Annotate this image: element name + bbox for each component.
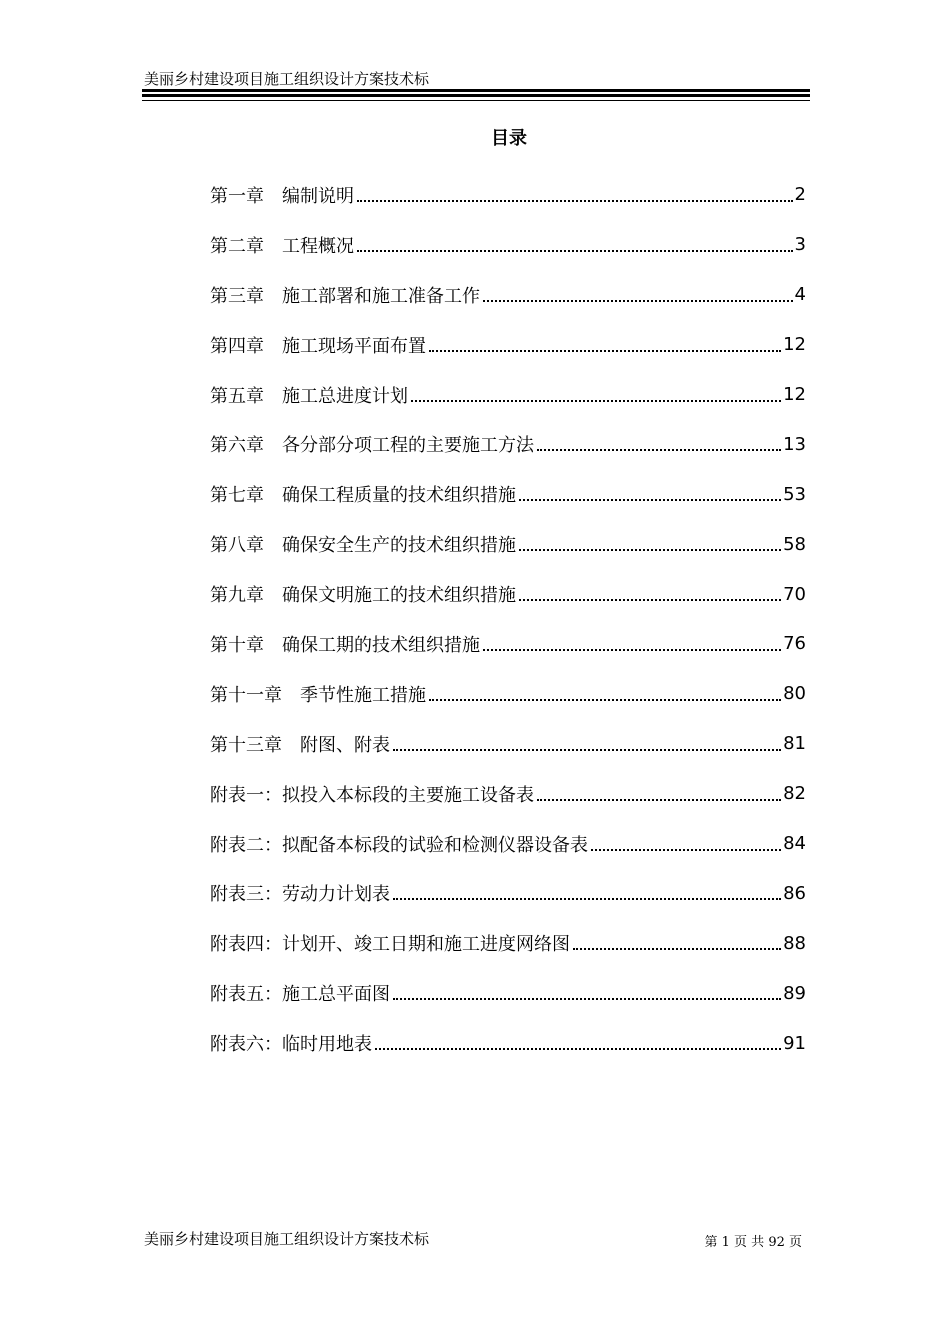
toc-entry[interactable] xyxy=(210,519,806,569)
toc-leader-dots xyxy=(519,499,781,501)
toc-entry[interactable] xyxy=(210,320,806,370)
toc-entry-label: 第九章 确保文明施工的技术组织措施 xyxy=(210,585,516,607)
toc-leader-dots xyxy=(393,898,781,900)
toc-entry[interactable] xyxy=(210,719,806,769)
table-of-contents xyxy=(210,170,806,1068)
toc-entry-page: 84 xyxy=(783,833,806,855)
toc-entry-label: 第十一章 季节性施工措施 xyxy=(210,684,426,706)
toc-entry-label: 第二章 工程概况 xyxy=(210,235,354,257)
toc-entry[interactable] xyxy=(210,469,806,519)
toc-entry-label: 附表一：拟投入本标段的主要施工设备表 xyxy=(210,784,534,806)
toc-entry-label: 附表五：施工总平面图 xyxy=(210,984,390,1006)
toc-entry-page: 70 xyxy=(783,583,806,605)
toc-entry-page: 12 xyxy=(783,334,806,356)
toc-entry-label: 第十章 确保工期的技术组织措施 xyxy=(210,634,480,656)
toc-entry-label: 附表二：拟配备本标段的试验和检测仪器设备表 xyxy=(210,834,588,856)
toc-entry-label: 第六章 各分部分项工程的主要施工方法 xyxy=(210,435,534,457)
toc-entry-label: 附表四：计划开、竣工日期和施工进度网络图 xyxy=(210,934,570,956)
toc-leader-dots xyxy=(573,948,781,950)
header-rule xyxy=(142,100,810,101)
toc-entry-label: 第四章 施工现场平面布置 xyxy=(210,335,426,357)
toc-entry-page: 58 xyxy=(783,533,806,555)
toc-entry-label: 第一章 编制说明 xyxy=(210,185,354,207)
toc-entry-page: 53 xyxy=(783,483,806,505)
footer-title: 美丽乡村建设项目施工组织设计方案技术标 xyxy=(144,1230,430,1248)
toc-entry-page: 4 xyxy=(794,284,806,306)
toc-entry-page: 88 xyxy=(783,932,806,954)
toc-entry-page: 80 xyxy=(783,683,806,705)
header-title: 美丽乡村建设项目施工组织设计方案技术标 xyxy=(144,70,430,88)
footer-page-number: 第 1 页 共 92 页 xyxy=(704,1235,802,1250)
toc-entry[interactable] xyxy=(210,968,806,1018)
toc-entry-label: 附表三：劳动力计划表 xyxy=(210,884,390,906)
toc-leader-dots xyxy=(537,449,781,451)
toc-entry-label: 第七章 确保工程质量的技术组织措施 xyxy=(210,485,516,507)
toc-entry[interactable] xyxy=(210,918,806,968)
toc-entry-page: 13 xyxy=(783,433,806,455)
toc-entry[interactable] xyxy=(210,419,806,469)
toc-leader-dots xyxy=(357,250,793,252)
toc-entry-label: 附表六：临时用地表 xyxy=(210,1034,372,1056)
toc-leader-dots xyxy=(393,998,781,1000)
toc-entry[interactable] xyxy=(210,769,806,819)
toc-entry[interactable] xyxy=(210,1018,806,1068)
toc-entry[interactable] xyxy=(210,669,806,719)
toc-entry-page: 76 xyxy=(783,633,806,655)
toc-entry[interactable] xyxy=(210,619,806,669)
toc-leader-dots xyxy=(483,649,781,651)
toc-leader-dots xyxy=(591,849,781,851)
toc-title: 目录 xyxy=(491,128,527,149)
toc-entry-label: 第五章 施工总进度计划 xyxy=(210,385,408,407)
toc-entry-label: 第八章 确保安全生产的技术组织措施 xyxy=(210,535,516,557)
toc-entry-page: 3 xyxy=(794,234,806,256)
toc-leader-dots xyxy=(429,350,781,352)
toc-leader-dots xyxy=(429,699,781,701)
toc-entry[interactable] xyxy=(210,819,806,869)
toc-leader-dots xyxy=(393,749,781,751)
toc-entry-page: 82 xyxy=(783,783,806,805)
toc-entry[interactable] xyxy=(210,170,806,220)
toc-leader-dots xyxy=(519,599,781,601)
header-rule xyxy=(142,94,810,97)
toc-entry[interactable] xyxy=(210,370,806,420)
toc-entry[interactable] xyxy=(210,569,806,619)
toc-leader-dots xyxy=(411,400,781,402)
toc-leader-dots xyxy=(519,549,781,551)
toc-entry[interactable] xyxy=(210,220,806,270)
toc-leader-dots xyxy=(357,200,793,202)
toc-entry-page: 12 xyxy=(783,384,806,405)
toc-entry[interactable] xyxy=(210,868,806,918)
toc-entry-label: 第十三章 附图、附表 xyxy=(210,734,390,756)
toc-entry-page: 89 xyxy=(783,982,806,1004)
toc-leader-dots xyxy=(483,300,793,302)
toc-leader-dots xyxy=(375,1048,781,1050)
header-rule xyxy=(142,89,810,92)
toc-entry-label: 第三章 施工部署和施工准备工作 xyxy=(210,285,480,307)
toc-entry-page: 86 xyxy=(783,882,806,904)
toc-leader-dots xyxy=(537,799,781,801)
toc-entry-page: 91 xyxy=(783,1032,806,1054)
toc-entry-page: 2 xyxy=(794,184,806,206)
toc-entry-page: 81 xyxy=(783,733,806,755)
toc-entry[interactable] xyxy=(210,270,806,320)
